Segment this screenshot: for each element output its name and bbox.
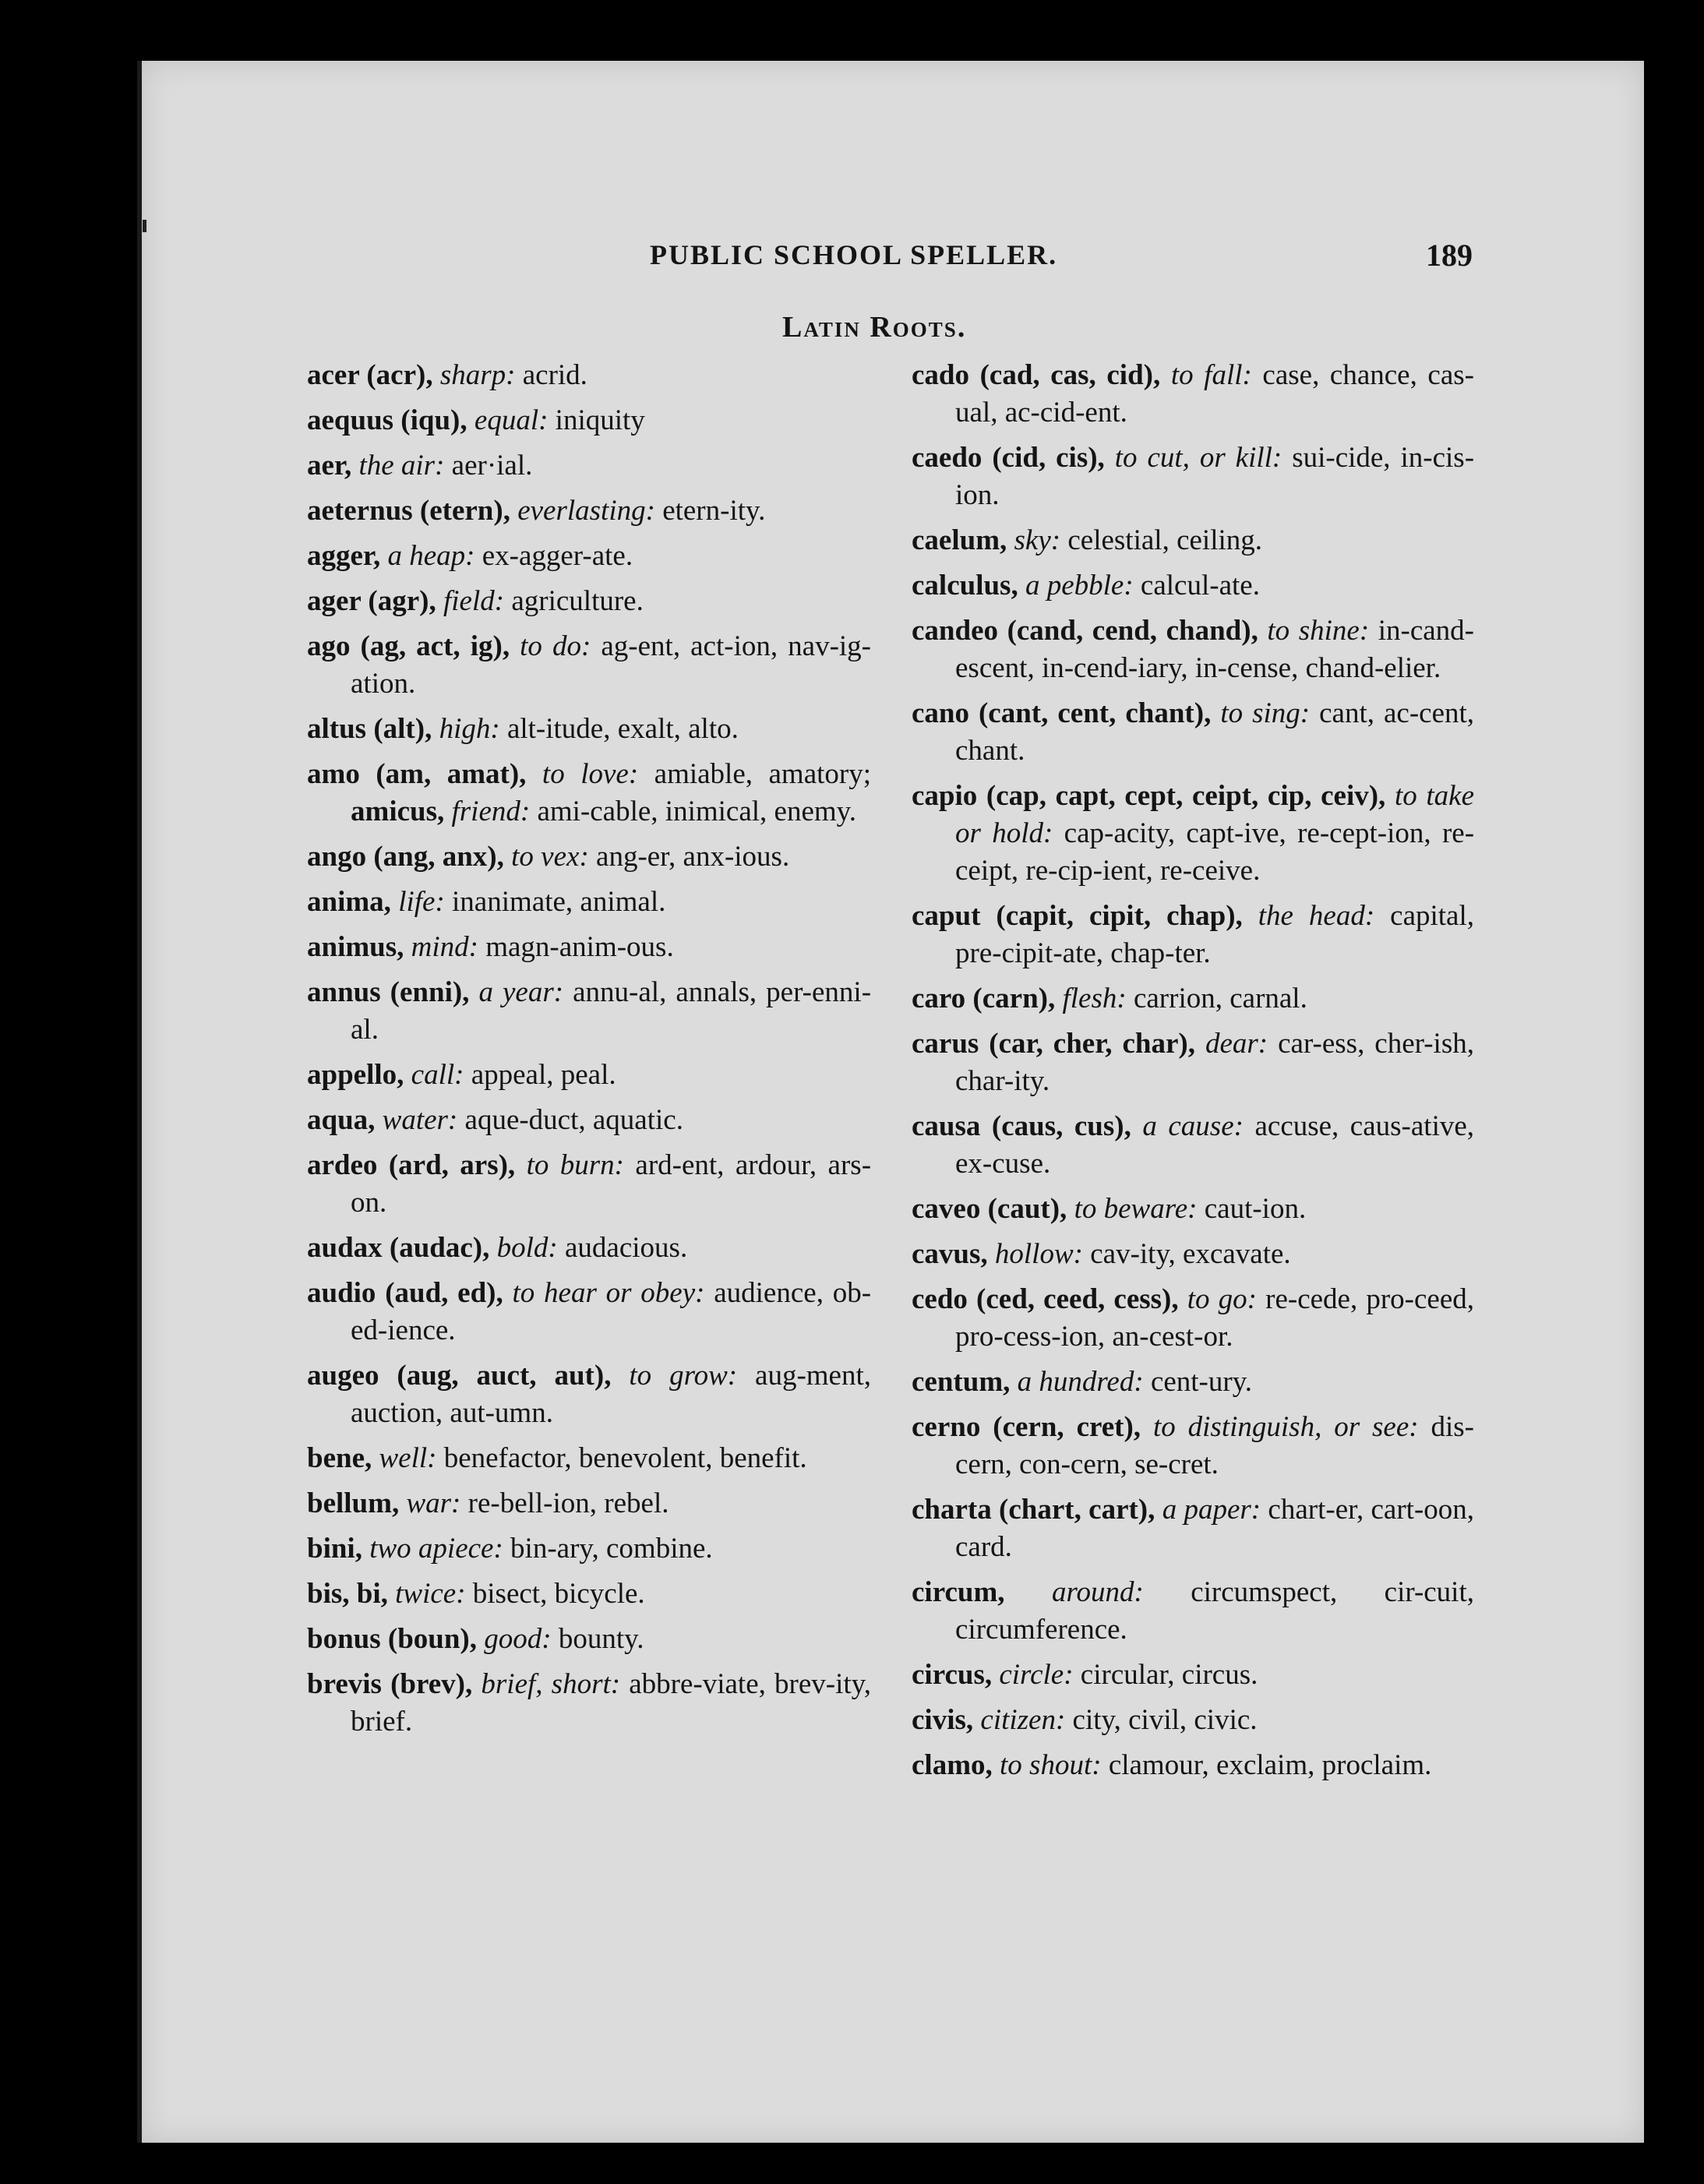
entry-root: altus (alt), bbox=[307, 713, 432, 745]
entry-meaning: to burn: bbox=[526, 1149, 624, 1181]
running-title: PUBLIC SCHOOL SPELLER. bbox=[650, 239, 1058, 270]
entry-meaning: a hundred: bbox=[1017, 1366, 1144, 1398]
entry-meaning: two apiece: bbox=[369, 1533, 503, 1565]
entry-root: circum, bbox=[912, 1576, 1005, 1608]
entry-root: amicus, bbox=[351, 796, 445, 827]
entry-meaning: to sing: bbox=[1220, 697, 1311, 729]
entry-examples: alt-itude, exalt, alto. bbox=[506, 713, 739, 745]
dictionary-entry bbox=[912, 357, 1474, 432]
entry-examples: ag-ent, act-ion, nav-ig-ation. bbox=[351, 630, 872, 700]
dictionary-entry bbox=[912, 1702, 1474, 1739]
entry-examples: re-cede, pro-ceed, pro-cess-ion, an-cest-or. bbox=[955, 1283, 1475, 1353]
entry-root: capio (cap, capt, cept, ceipt, cip, ceiv), bbox=[912, 780, 1386, 812]
dictionary-entry bbox=[912, 1191, 1474, 1228]
entry-meaning: field: bbox=[443, 585, 505, 617]
entry-root: caelum, bbox=[912, 524, 1007, 556]
entry-meaning: brief, short: bbox=[481, 1668, 621, 1700]
entry-examples: inanimate, animal. bbox=[452, 886, 666, 918]
entry-examples: chart-er, cart-oon, card. bbox=[955, 1494, 1475, 1563]
dictionary-entry bbox=[307, 711, 871, 748]
entry-meaning: to go: bbox=[1187, 1283, 1257, 1315]
entry-root: augeo (aug, auct, aut), bbox=[307, 1360, 612, 1392]
entry-meaning: dear: bbox=[1205, 1028, 1268, 1060]
entry-examples: aque-duct, aquatic. bbox=[464, 1104, 683, 1136]
entry-root: circus, bbox=[912, 1659, 993, 1691]
dictionary-entry bbox=[307, 538, 871, 575]
entry-examples: circumspect, cir-cuit, circumference. bbox=[955, 1576, 1474, 1646]
entry-root: centum, bbox=[912, 1366, 1011, 1398]
entry-meaning: the head: bbox=[1258, 900, 1375, 932]
entry-meaning: to love: bbox=[542, 758, 639, 790]
entry-examples: calcul-ate. bbox=[1140, 570, 1260, 602]
dictionary-entry bbox=[912, 1747, 1474, 1784]
entry-root: charta (chart, cart), bbox=[912, 1494, 1155, 1526]
entry-root: appello, bbox=[307, 1059, 404, 1091]
dictionary-entry bbox=[307, 1275, 871, 1350]
entry-examples: celestial, ceiling. bbox=[1067, 524, 1263, 556]
dictionary-entry bbox=[307, 1621, 871, 1658]
dictionary-entry bbox=[307, 357, 871, 394]
entry-meaning: citizen: bbox=[980, 1704, 1066, 1736]
entry-examples: clamour, exclaim, proclaim. bbox=[1108, 1749, 1432, 1781]
entry-meaning: sharp: bbox=[439, 359, 516, 391]
entry-meaning: to vex: bbox=[511, 841, 589, 873]
dictionary-entry bbox=[912, 898, 1474, 972]
entry-root: civis, bbox=[912, 1704, 974, 1736]
dictionary-entry bbox=[307, 447, 871, 485]
entry-examples: aug-ment, auction, aut-umn. bbox=[351, 1360, 872, 1429]
entry-meaning: life: bbox=[398, 886, 445, 918]
entry-examples: annu-al, annals, per-enni-al. bbox=[351, 976, 872, 1046]
dictionary-entry bbox=[912, 1574, 1474, 1649]
entry-meaning: twice: bbox=[395, 1578, 466, 1610]
entry-meaning: a paper: bbox=[1162, 1494, 1261, 1526]
entry-examples: sui-cide, in-cis-ion. bbox=[955, 442, 1475, 511]
dictionary-entry bbox=[307, 929, 871, 966]
entry-root: cado (cad, cas, cid), bbox=[912, 359, 1161, 391]
entry-meaning: friend: bbox=[451, 796, 531, 827]
dictionary-entry bbox=[307, 583, 871, 620]
entry-root: caveo (caut), bbox=[912, 1193, 1067, 1225]
entry-root: carus (car, cher, char), bbox=[912, 1028, 1195, 1060]
entry-root: aeternus (etern), bbox=[307, 495, 510, 527]
dictionary-entry bbox=[912, 439, 1474, 514]
entry-examples: bisect, bicycle. bbox=[472, 1578, 645, 1610]
entry-root: audio (aud, ed), bbox=[307, 1277, 503, 1309]
entry-examples: agriculture. bbox=[511, 585, 644, 617]
dictionary-entry bbox=[307, 1230, 871, 1267]
entry-examples: carrion, carnal. bbox=[1133, 983, 1307, 1014]
dictionary-entry bbox=[307, 1440, 871, 1477]
dictionary-entry bbox=[912, 567, 1474, 605]
dictionary-entry bbox=[307, 884, 871, 921]
dictionary-entry bbox=[912, 1281, 1474, 1356]
entry-root: cavus, bbox=[912, 1238, 988, 1270]
entry-meaning: to hear or obey: bbox=[512, 1277, 705, 1309]
entry-meaning: to do: bbox=[520, 630, 591, 662]
entry-examples: cav-ity, excavate. bbox=[1090, 1238, 1291, 1270]
entry-root: bini, bbox=[307, 1533, 362, 1565]
entry-root: brevis (brev), bbox=[307, 1668, 473, 1700]
entry-root: ango (ang, anx), bbox=[307, 841, 504, 873]
entry-root: cerno (cern, cret), bbox=[912, 1411, 1141, 1443]
entry-meaning: to beware: bbox=[1074, 1193, 1198, 1225]
entry-meaning: to shine: bbox=[1267, 615, 1370, 647]
dictionary-entry bbox=[307, 1357, 871, 1432]
entry-examples: in-cand-escent, in-cend-iary, in-cense, chand-elier. bbox=[955, 615, 1474, 684]
dictionary-entry bbox=[912, 778, 1474, 890]
dictionary-entry bbox=[307, 628, 871, 703]
page-number: 189 bbox=[1426, 238, 1473, 273]
entry-root: acer (acr), bbox=[307, 359, 433, 391]
entry-meaning: circle: bbox=[999, 1659, 1074, 1691]
entry-meaning: war: bbox=[406, 1487, 461, 1519]
entry-root: bene, bbox=[307, 1442, 372, 1474]
entry-examples: ang-er, anx-ious. bbox=[596, 841, 790, 873]
dictionary-entry bbox=[307, 838, 871, 876]
entry-examples: bounty. bbox=[558, 1623, 644, 1655]
entry-root: caro (carn), bbox=[912, 983, 1056, 1014]
entry-examples: accuse, caus-ative, ex-cuse. bbox=[955, 1110, 1475, 1180]
entry-root: ardeo (ard, ars), bbox=[307, 1149, 516, 1181]
dictionary-entry bbox=[307, 1057, 871, 1094]
entry-meaning: to cut, or kill: bbox=[1114, 442, 1282, 474]
entry-examples: audacious. bbox=[565, 1232, 688, 1264]
entry-examples: city, civil, civic. bbox=[1072, 1704, 1258, 1736]
dictionary-entry bbox=[912, 1491, 1474, 1566]
entry-examples: acrid. bbox=[522, 359, 587, 391]
entry-examples: amiable, amatory; bbox=[654, 758, 871, 790]
entry-meaning: well: bbox=[379, 1442, 437, 1474]
entry-examples: ard-ent, ardour, ars-on. bbox=[351, 1149, 872, 1219]
entry-meaning: a cause: bbox=[1142, 1110, 1244, 1142]
dictionary-entry bbox=[912, 695, 1474, 770]
dictionary-entry bbox=[912, 1108, 1474, 1183]
entry-examples: abbre-viate, brev-ity, brief. bbox=[351, 1668, 871, 1738]
entry-examples: aer·ial. bbox=[451, 450, 533, 482]
dictionary-entry bbox=[912, 1364, 1474, 1401]
entry-examples: cant, ac-cent, chant. bbox=[955, 697, 1475, 767]
entry-meaning: a year: bbox=[478, 976, 564, 1008]
entry-meaning: hollow: bbox=[994, 1238, 1083, 1270]
entry-examples: ami-cable, inimical, enemy. bbox=[537, 796, 857, 827]
entry-meaning: a heap: bbox=[387, 540, 475, 572]
entry-root: audax (audac), bbox=[307, 1232, 490, 1264]
dictionary-entry bbox=[912, 1657, 1474, 1694]
dictionary-entry bbox=[912, 1025, 1474, 1100]
entry-root: clamo, bbox=[912, 1749, 993, 1781]
entry-root: animus, bbox=[307, 931, 404, 963]
dictionary-entry bbox=[912, 522, 1474, 559]
dictionary-entry bbox=[307, 402, 871, 439]
entry-examples: iniquity bbox=[555, 404, 645, 436]
entry-meaning: to fall: bbox=[1170, 359, 1252, 391]
dictionary-entry bbox=[307, 1530, 871, 1568]
entry-examples: magn-anim-ous. bbox=[485, 931, 674, 963]
entry-examples: dis-cern, con-cern, se-cret. bbox=[955, 1411, 1474, 1480]
entry-root: amo (am, amat), bbox=[307, 758, 527, 790]
dictionary-entry bbox=[912, 980, 1474, 1018]
entry-root: ago (ag, act, ig), bbox=[307, 630, 510, 662]
entry-meaning: around: bbox=[1051, 1576, 1144, 1608]
dictionary-entry bbox=[307, 1485, 871, 1522]
dictionary-entry bbox=[307, 756, 871, 831]
dictionary-entry bbox=[307, 492, 871, 530]
dictionary-entry bbox=[912, 1409, 1474, 1484]
dictionary-entry bbox=[307, 1102, 871, 1139]
dictionary-entry bbox=[307, 1575, 871, 1613]
entry-root: bellum, bbox=[307, 1487, 400, 1519]
entry-root: agger, bbox=[307, 540, 381, 572]
entry-examples: re-bell-ion, rebel. bbox=[467, 1487, 669, 1519]
entry-examples: circular, circus. bbox=[1080, 1659, 1258, 1691]
entry-meaning: equal: bbox=[474, 404, 549, 436]
entry-root: candeo (cand, cend, chand), bbox=[912, 615, 1258, 647]
entry-root: bonus (boun), bbox=[307, 1623, 478, 1655]
section-title: Latin Roots. bbox=[782, 311, 967, 344]
entry-examples: caut-ion. bbox=[1204, 1193, 1307, 1225]
entry-examples: capital, pre-cipit-ate, chap-ter. bbox=[955, 900, 1475, 969]
entry-examples: etern-ity. bbox=[662, 495, 766, 527]
dictionary-entry bbox=[307, 974, 871, 1049]
dictionary-entry bbox=[307, 1147, 871, 1222]
entry-examples: ex-agger-ate. bbox=[482, 540, 633, 572]
dictionary-entry bbox=[307, 1666, 871, 1741]
entry-meaning: the air: bbox=[358, 450, 445, 482]
entry-examples: cent-ury. bbox=[1150, 1366, 1253, 1398]
entry-root: calculus, bbox=[912, 570, 1018, 602]
entry-examples: appeal, peal. bbox=[471, 1059, 616, 1091]
entry-root: causa (caus, cus), bbox=[912, 1110, 1131, 1142]
left-column bbox=[307, 357, 871, 1748]
entry-meaning: good: bbox=[484, 1623, 552, 1655]
dictionary-entry bbox=[912, 612, 1474, 687]
entry-root: caedo (cid, cis), bbox=[912, 442, 1105, 474]
entry-root: caput (capit, cipit, chap), bbox=[912, 900, 1243, 932]
entry-meaning: a pebble: bbox=[1025, 570, 1134, 602]
entry-meaning: to take or hold: bbox=[955, 780, 1475, 849]
entry-meaning: to distinguish, or see: bbox=[1152, 1411, 1419, 1443]
dictionary-entry bbox=[912, 1236, 1474, 1273]
entry-examples: bin-ary, combine. bbox=[510, 1533, 713, 1565]
entry-root: bis, bi, bbox=[307, 1578, 388, 1610]
entry-root: aqua, bbox=[307, 1104, 376, 1136]
entry-meaning: high: bbox=[439, 713, 500, 745]
entry-meaning: bold: bbox=[496, 1232, 558, 1264]
entry-meaning: water: bbox=[382, 1104, 458, 1136]
entry-meaning: to grow: bbox=[629, 1360, 738, 1392]
entry-root: aer, bbox=[307, 450, 352, 482]
entry-root: annus (enni), bbox=[307, 976, 470, 1008]
entry-meaning: sky: bbox=[1014, 524, 1061, 556]
gutter-mark bbox=[143, 220, 146, 232]
entry-root: cano (cant, cent, chant), bbox=[912, 697, 1212, 729]
entry-meaning: to shout: bbox=[1000, 1749, 1102, 1781]
entry-meaning: flesh: bbox=[1062, 983, 1127, 1014]
entry-root: ager (agr), bbox=[307, 585, 436, 617]
entry-examples: audience, ob-ed-ience. bbox=[351, 1277, 872, 1346]
entry-root: anima, bbox=[307, 886, 391, 918]
entry-examples: cap-acity, capt-ive, re-cept-ion, re-ceipt, re-cip-ient, re-ceive. bbox=[955, 817, 1475, 887]
entry-root: aequus (iqu), bbox=[307, 404, 467, 436]
entry-meaning: call: bbox=[411, 1059, 464, 1091]
entry-root: cedo (ced, ceed, cess), bbox=[912, 1283, 1179, 1315]
right-column bbox=[912, 357, 1474, 1792]
entry-examples: car-ess, cher-ish, char-ity. bbox=[955, 1028, 1474, 1097]
entry-meaning: everlasting: bbox=[517, 495, 655, 527]
entry-meaning: mind: bbox=[411, 931, 478, 963]
entry-examples: benefactor, benevolent, benefit. bbox=[443, 1442, 807, 1474]
entry-examples: case, chance, cas-ual, ac-cid-ent. bbox=[955, 359, 1474, 429]
